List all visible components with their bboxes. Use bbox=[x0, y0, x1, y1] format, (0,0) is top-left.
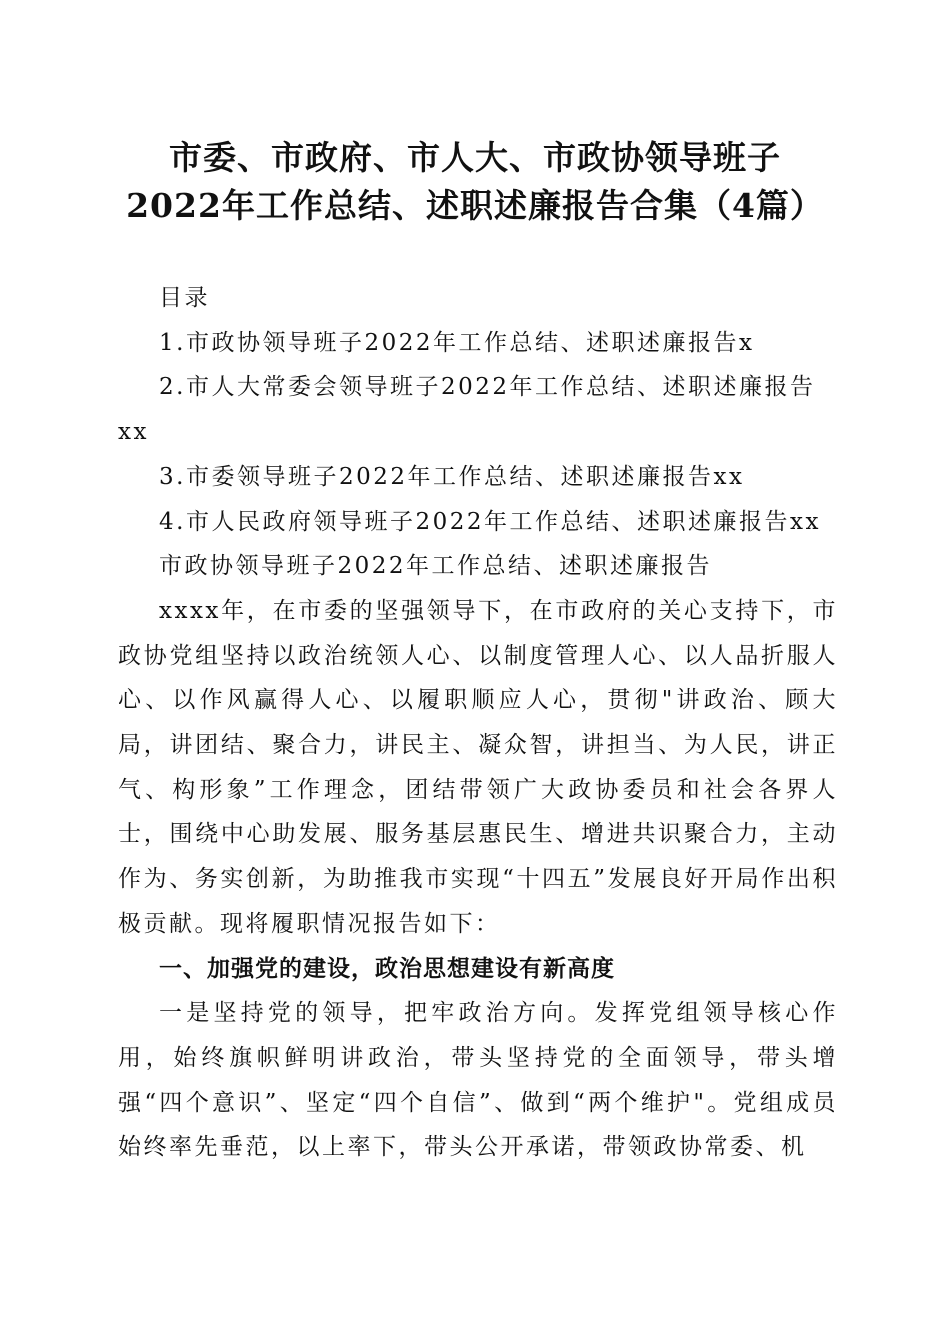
toc-item-3: 3.市委领导班子2022年工作总结、述职述廉报告xx bbox=[159, 463, 745, 490]
intro-paragraph: xxxx年，在市委的坚强领导下，在市政府的关心支持下，市政协党组坚持以政治统领人心、以制度管理人心、以人品折服人心、以作风赢得人心、以履职顺应人心，贯彻"讲政治、顾大局，讲团结、聚合力，讲民主、凝众智，讲担当、为人民，讲正气、构形象”工作理念，团结带领广大政协委员和社会各界人士，围绕中心助发展、服务基层惠民生、增进共识聚合力，主动作为、务实创新，为助推我市实现“十四五”发展良好开局作出积极贡献。现将履职情况报告如下： bbox=[118, 597, 838, 937]
toc-item-4: 4.市人民政府领导班子2022年工作总结、述职述廉报告xx bbox=[159, 508, 821, 535]
article-title: 市政协领导班子2022年工作总结、述职述廉报告 bbox=[159, 553, 713, 580]
section-1-paragraph: 一是坚持党的领导，把牢政治方向。发挥党组领导核心作用，始终旗帜鲜明讲政治，带头坚持党的全面领导，带头增强“四个意识”、坚定“四个自信”、做到“两个维护"。党组成员始终率先垂范，以上率下，带头公开承诺，带领政协常委、机 bbox=[118, 1000, 838, 1161]
document-title bbox=[0, 134, 950, 230]
toc-item-1: 1.市政协领导班子2022年工作总结、述职述廉报告x bbox=[159, 329, 755, 356]
title-line-1: 市委、市政府、市人大、市政协领导班子 bbox=[169, 138, 781, 177]
toc-item-2: 2.市人大常委会领导班子2022年工作总结、述职述廉报告xx bbox=[118, 374, 816, 446]
toc-heading: 目录 bbox=[159, 285, 210, 311]
section-1-heading: 一、加强党的建设，政治思想建设有新高度 bbox=[159, 955, 615, 982]
document-body bbox=[118, 276, 838, 1170]
title-line-2: 2022年工作总结、述职述廉报告合集（4篇） bbox=[126, 186, 824, 225]
